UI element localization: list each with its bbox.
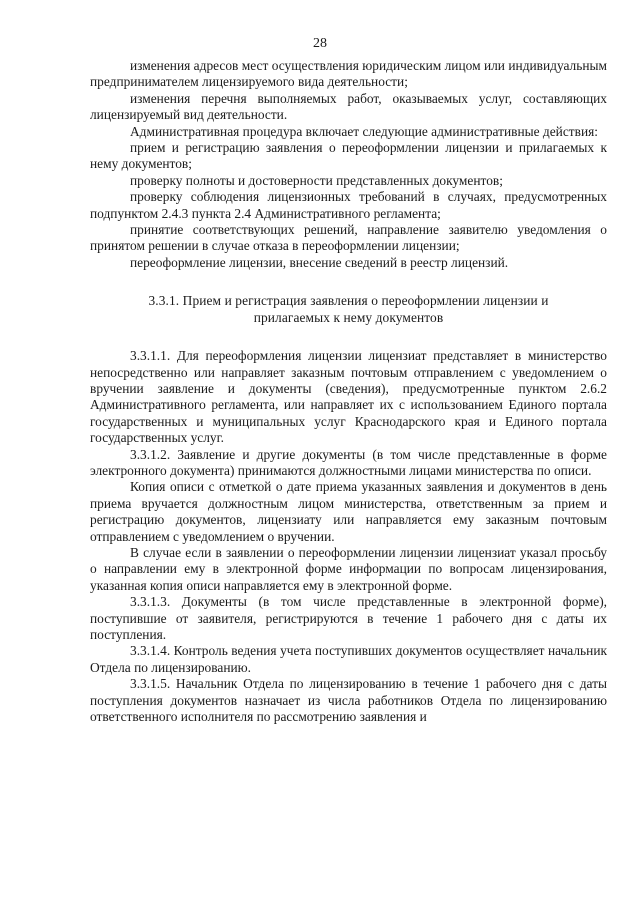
intro-paragraph-3: Административная процедура включает следующие административные действия:	[130, 123, 599, 139]
intro-paragraph-1: изменения адресов мест осуществления юридическим лицом или индивидуальным предпринимателем лицензируемого вида деятельности;	[90, 58, 607, 90]
section-paragraph-5: 3.3.1.3. Документы (в том числе представленные в электронной форме), поступившие от заявителя, регистрируются в течение 1 рабочего дня с даты их поступления.	[90, 594, 607, 642]
intro-paragraph-6: проверку соблюдения лицензионных требований в случаях, предусмотренных подпунктом 2.4.3 пункта 2.4 Административного регламента;	[90, 189, 607, 221]
page-number: 28	[313, 36, 327, 51]
section-heading: 3.3.1. Прием и регистрация заявления о переоформлении лицензии и прилагаемых к нему документов	[148, 293, 549, 325]
intro-paragraph-8: переоформление лицензии, внесение сведений в реестр лицензий.	[130, 254, 509, 270]
intro-paragraph-2: изменения перечня выполняемых работ, оказываемых услуг, составляющих лицензируемый вид деятельности.	[90, 90, 607, 123]
section-paragraph-7: 3.3.1.5. Начальник Отдела по лицензированию в течение 1 рабочего дня с даты поступления документов назначает из числа работников Отдела по лицензированию ответственного исполнителя по рассмотрению заявления и	[90, 676, 607, 725]
section-paragraph-6: 3.3.1.4. Контроль ведения учета поступивших документов осуществляет начальник Отдела по лицензированию.	[90, 643, 607, 675]
intro-paragraph-7: принятие соответствующих решений, направление заявителю уведомления о принятом решении в случае отказа в переоформлении лицензии;	[90, 222, 607, 254]
intro-paragraph-4: прием и регистрацию заявления о переоформлении лицензии и прилагаемых к нему документов;	[90, 140, 607, 172]
document-body	[90, 58, 607, 725]
section-paragraph-2: 3.3.1.2. Заявление и другие документы (в том числе представленные в форме электронного документа) принимаются должностными лицами министерства по описи.	[90, 446, 607, 478]
section-paragraph-4: В случае если в заявлении о переоформлении лицензии лицензиат указал просьбу о направлении ему в электронной форме информации по вопросам лицензирования, указанная копия описи направляется ему в электронной форме.	[90, 544, 607, 593]
intro-paragraph-5: проверку полноты и достоверности представленных документов;	[130, 172, 503, 188]
section-paragraph-3: Копия описи с отметкой о дате приема указанных заявления и документов в день приема вручается должностным лицом министерства, ответственным за прием и регистрацию документов, лицензиату или направляется ему заказным почтовым отправлением с уведомлением о вручении.	[90, 479, 607, 544]
section-paragraph-1: 3.3.1.1. Для переоформления лицензии лицензиат представляет в министерство непосредственно или направляет заказным почтовым отправлением с уведомлением о вручении заявление и документы (сведения), предусмотренные пунктом 2.6.2 Административного регламента, или направляет их с использованием Единого портала государственных и муниципальных услуг Краснодарского края и Единого портала государственных услуг.	[90, 348, 607, 446]
